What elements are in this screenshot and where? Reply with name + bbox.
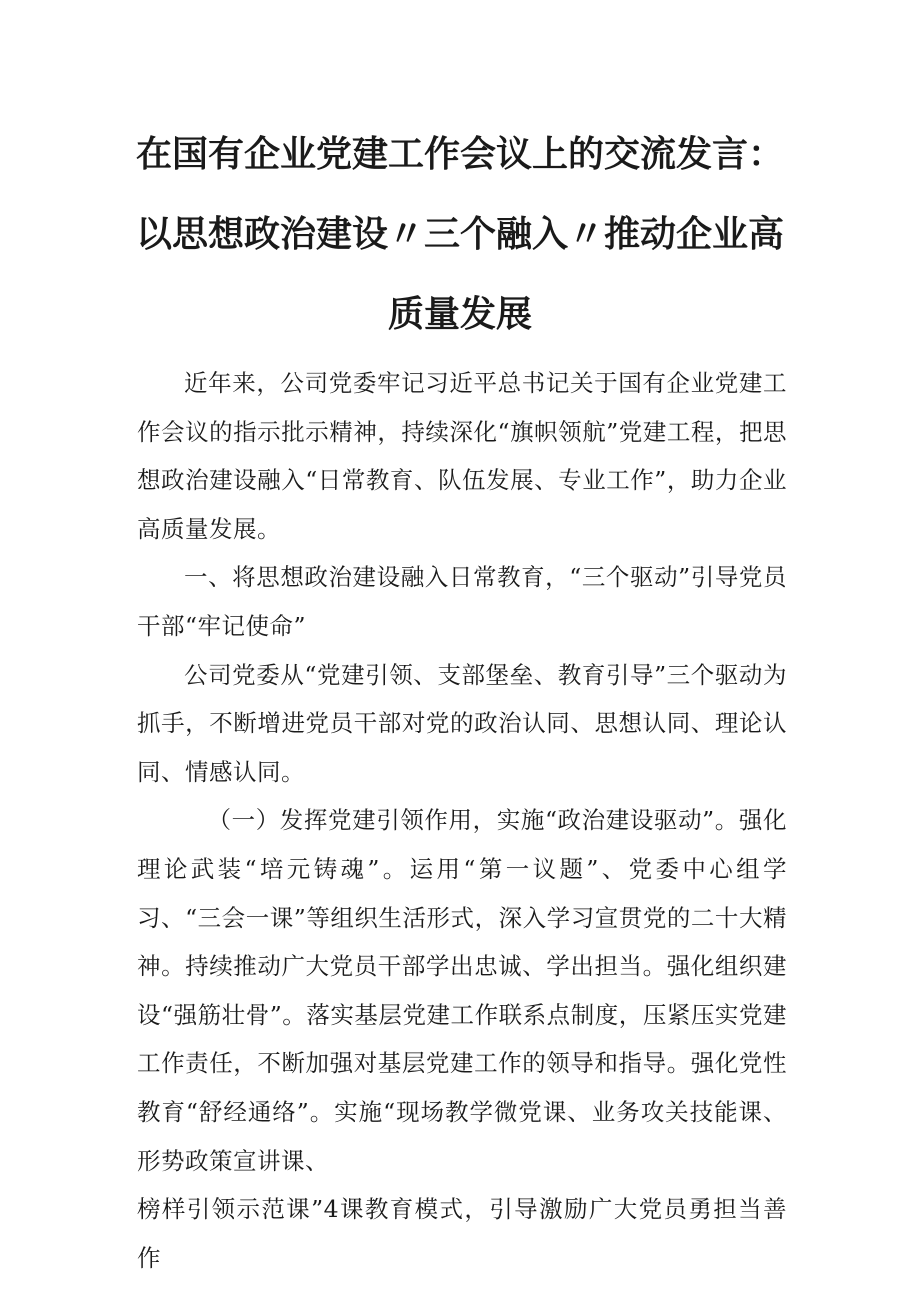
title-line-1: 在国有企业党建工作会议上的交流发言： [135,134,784,175]
title-line-2: 以思想政治建设〃三个融入〃推动企业高 [135,214,784,255]
subsection-1-paragraph: （一）发挥党建引领作用，实施“政治建设驱动”。强化理论武装“培元铸魂”。运用“第一议题”、党委中心组学习、“三会一课”等组织生活形式，深入学习宣贯党的二十大精神。持续推动广大党员干部学出忠诚、学出担当。强化组织建设“强筋壮骨”。落实基层党建工作联系点制度，压紧压实党建工作责任，不断加强对基层党建工作的领导和指导。强化党性教育“舒经通络”。实施“现场教学微党课、业务攻关技能课、形势政策宣讲课、 [137,806,787,1175]
title-line-3: 质量发展 [387,294,532,335]
document-body [137,359,787,1282]
intro-paragraph: 近年来，公司党委牢记习近平总书记关于国有企业党建工作会议的指示批示精神，持续深化“旗帜领航”党建工程，把思想政治建设融入“日常教育、队伍发展、专业工作”，助力企业高质量发展。 [137,369,787,543]
section-heading-1: 一、将思想政治建设融入日常教育，“三个驱动”引导党员干部“牢记使命” [137,563,787,640]
document-title [100,115,820,355]
continuation-paragraph: 榜样引领示范课”4课教育模式，引导激励广大党员勇担当善作 [137,1195,787,1272]
section-1-paragraph: 公司党委从“党建引领、支部堡垒、教育引导”三个驱动为抓手，不断增进党员干部对党的政治认同、思想认同、理论认同、情感认同。 [137,660,787,786]
